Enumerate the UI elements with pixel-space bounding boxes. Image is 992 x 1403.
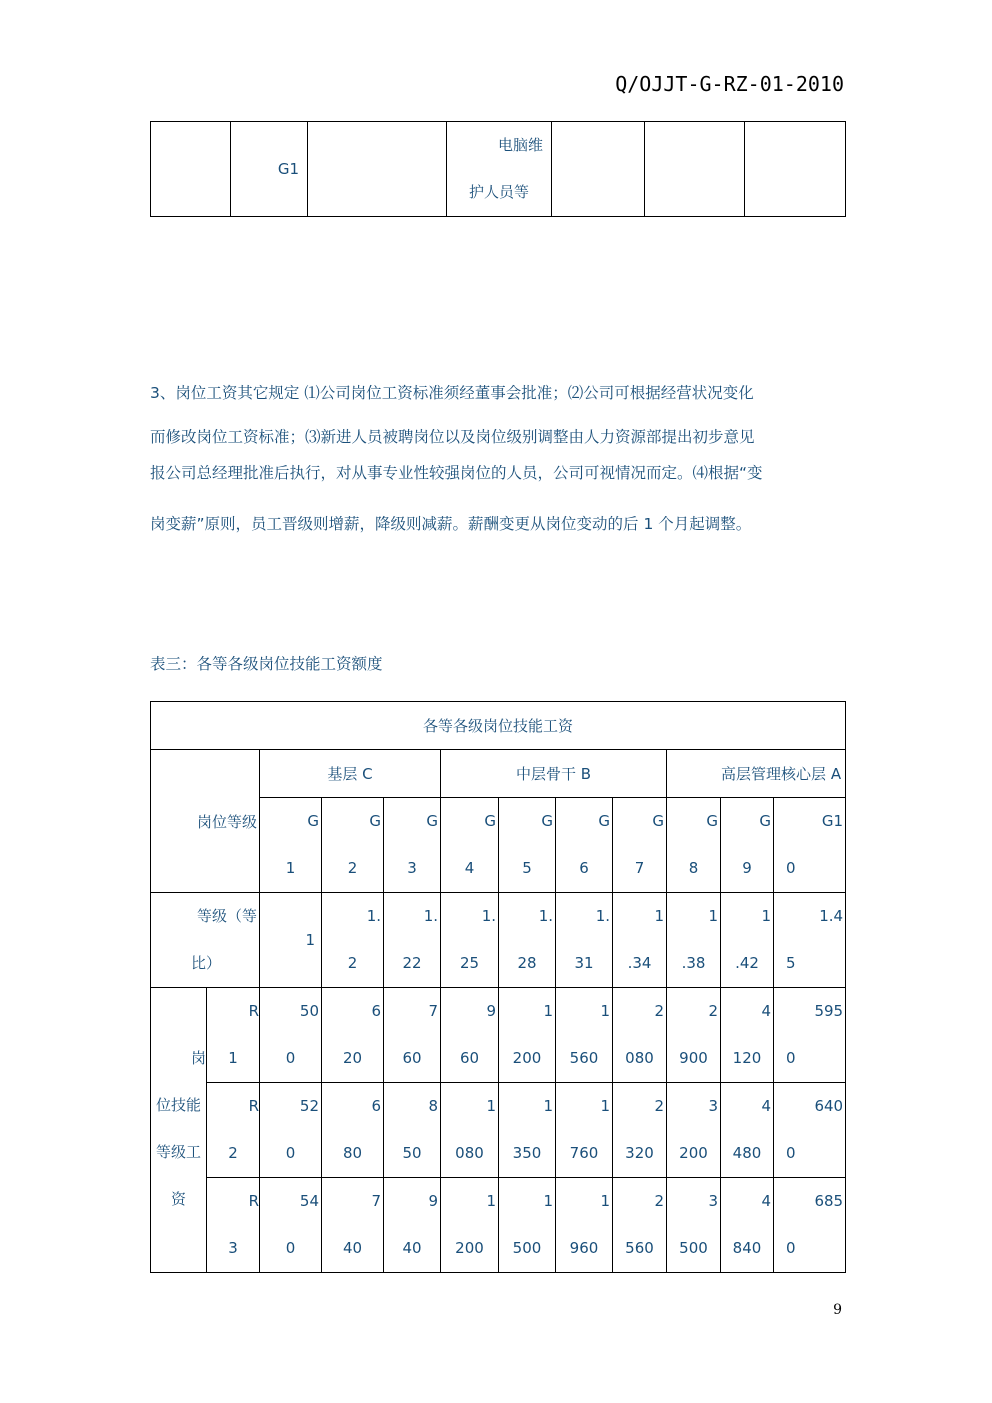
grade-cell-3: G 3 [384, 798, 441, 893]
ratio-cell-3: 1. 22 [384, 893, 441, 988]
wage-cell: 1 960 [556, 1178, 613, 1273]
wage-cell: 6 20 [322, 988, 384, 1083]
wage-cell: 4 480 [721, 1083, 774, 1178]
wage-cell: 1 200 [441, 1178, 499, 1273]
wage-cell: 2 900 [667, 988, 721, 1083]
ratio-cell-9: 1 .42 [721, 893, 774, 988]
grade-cell-4: G 4 [441, 798, 499, 893]
ratio-cell-1: 1 [260, 893, 322, 988]
wage-cell: 7 60 [384, 988, 441, 1083]
wage-cell: 1 350 [499, 1083, 556, 1178]
wage-label-4: 资 [170, 1190, 186, 1208]
ratio-label-2: 比） [191, 954, 222, 972]
wage-label-3: 等级工 [155, 1143, 201, 1161]
grade-g1: G1 [277, 160, 299, 178]
grade-cell-8: G 8 [667, 798, 721, 893]
wage-label-1: 岗 [190, 1049, 206, 1067]
group-c-label: 基层 C [327, 765, 373, 783]
group-a-label: 高层管理核心层 A [721, 765, 842, 783]
page-number: 9 [833, 1302, 842, 1318]
wage-cell: 54 0 [260, 1178, 322, 1273]
group-b-label: 中层骨干 B [515, 765, 592, 783]
wage-label-2: 位技能 [155, 1096, 201, 1114]
grade-label-cell [151, 750, 260, 893]
section3-line-2: 而修改岗位工资标准；⑶新进人员被聘岗位以及岗位级别调整由人力资源部提出初步意见 [150, 428, 755, 446]
wage-row-r3 [151, 1178, 846, 1273]
section3-line-1: 3、岗位工资其它规定 ⑴公司岗位工资标准须经董事会批准；⑵公司可根据经营状况变化 [150, 384, 754, 402]
grade-cell-1: G 1 [260, 798, 322, 893]
document-code: Q/OJJT-G-RZ-01-2010 [615, 72, 844, 96]
table-title-text: 各等各级岗位技能工资 [423, 717, 574, 735]
ratio-cell-6: 1. 31 [556, 893, 613, 988]
role-line-1: 电脑维 [497, 136, 543, 154]
ratio-label-1: 等级（等 [196, 907, 257, 925]
wage-cell: 2 080 [613, 988, 667, 1083]
r-label-1: R 1 [207, 988, 260, 1083]
grade-label: 岗位等级 [196, 812, 257, 831]
r-label-2: R 2 [207, 1083, 260, 1178]
wage-cell: 3 200 [667, 1083, 721, 1178]
grade-cell-7: G 7 [613, 798, 667, 893]
wage-row-r2 [151, 1083, 846, 1178]
wage-cell: 9 60 [441, 988, 499, 1083]
role-line-2: 护人员等 [468, 183, 529, 201]
wage-cell: 685 0 [774, 1178, 846, 1273]
wage-cell: 52 0 [260, 1083, 322, 1178]
wage-cell: 50 0 [260, 988, 322, 1083]
wage-cell: 1 760 [556, 1083, 613, 1178]
wage-cell: 2 320 [613, 1083, 667, 1178]
top-table-cell-5 [552, 122, 645, 217]
group-b-header [441, 750, 667, 798]
wage-cell: 1 560 [556, 988, 613, 1083]
wage-row-r1 [151, 988, 846, 1083]
top-table-cell-1 [151, 122, 231, 217]
wage-cell: 8 50 [384, 1083, 441, 1178]
wage-cell: 9 40 [384, 1178, 441, 1273]
wage-cell: 595 0 [774, 988, 846, 1083]
wage-cell: 1 200 [499, 988, 556, 1083]
top-table-role-cell [447, 122, 552, 217]
r-label-3: R 3 [207, 1178, 260, 1273]
wage-cell: 1 080 [441, 1083, 499, 1178]
wage-cell: 6 80 [322, 1083, 384, 1178]
ratio-cell-2: 1. 2 [322, 893, 384, 988]
table3-caption: 表三：各等各级岗位技能工资额度 [150, 655, 383, 673]
group-c-header [260, 750, 441, 798]
section3-line-4: 岗变薪”原则，员工晋级则增薪，降级则减薪。薪酬变更从岗位变动的后 1 个月起调整。 [150, 515, 752, 533]
wage-cell: 1 500 [499, 1178, 556, 1273]
wage-cell: 3 500 [667, 1178, 721, 1273]
wage-cell: 4 120 [721, 988, 774, 1083]
wage-cell: 7 40 [322, 1178, 384, 1273]
top-table [150, 121, 846, 217]
top-table-cell-7 [745, 122, 846, 217]
ratio-cell-4: 1. 25 [441, 893, 499, 988]
wage-cell: 640 0 [774, 1083, 846, 1178]
top-table-cell-6 [645, 122, 745, 217]
wage-table [150, 701, 846, 1273]
ratio-row [151, 893, 846, 988]
wage-cell: 2 560 [613, 1178, 667, 1273]
grade-cell-2: G 2 [322, 798, 384, 893]
section3-line-3: 报公司总经理批准后执行，对从事专业性较强岗位的人员，公司可视情况而定。⑷根据“变 [150, 464, 763, 482]
top-table-cell-3 [308, 122, 447, 217]
top-table-grade-cell [231, 122, 308, 217]
wage-cell: 4 840 [721, 1178, 774, 1273]
ratio-cell-7: 1 .34 [613, 893, 667, 988]
ratio-cell-5: 1. 28 [499, 893, 556, 988]
grade-cell-6: G 6 [556, 798, 613, 893]
ratio-cell-10: 1.4 5 [774, 893, 846, 988]
grade-cell-9: G 9 [721, 798, 774, 893]
wage-label-cell [151, 988, 207, 1273]
grade-cell-5: G 5 [499, 798, 556, 893]
grade-cell-10: G1 0 [774, 798, 846, 893]
ratio-cell-8: 1 .38 [667, 893, 721, 988]
table-title [151, 702, 846, 750]
group-a-header [667, 750, 846, 798]
ratio-label-cell [151, 893, 260, 988]
